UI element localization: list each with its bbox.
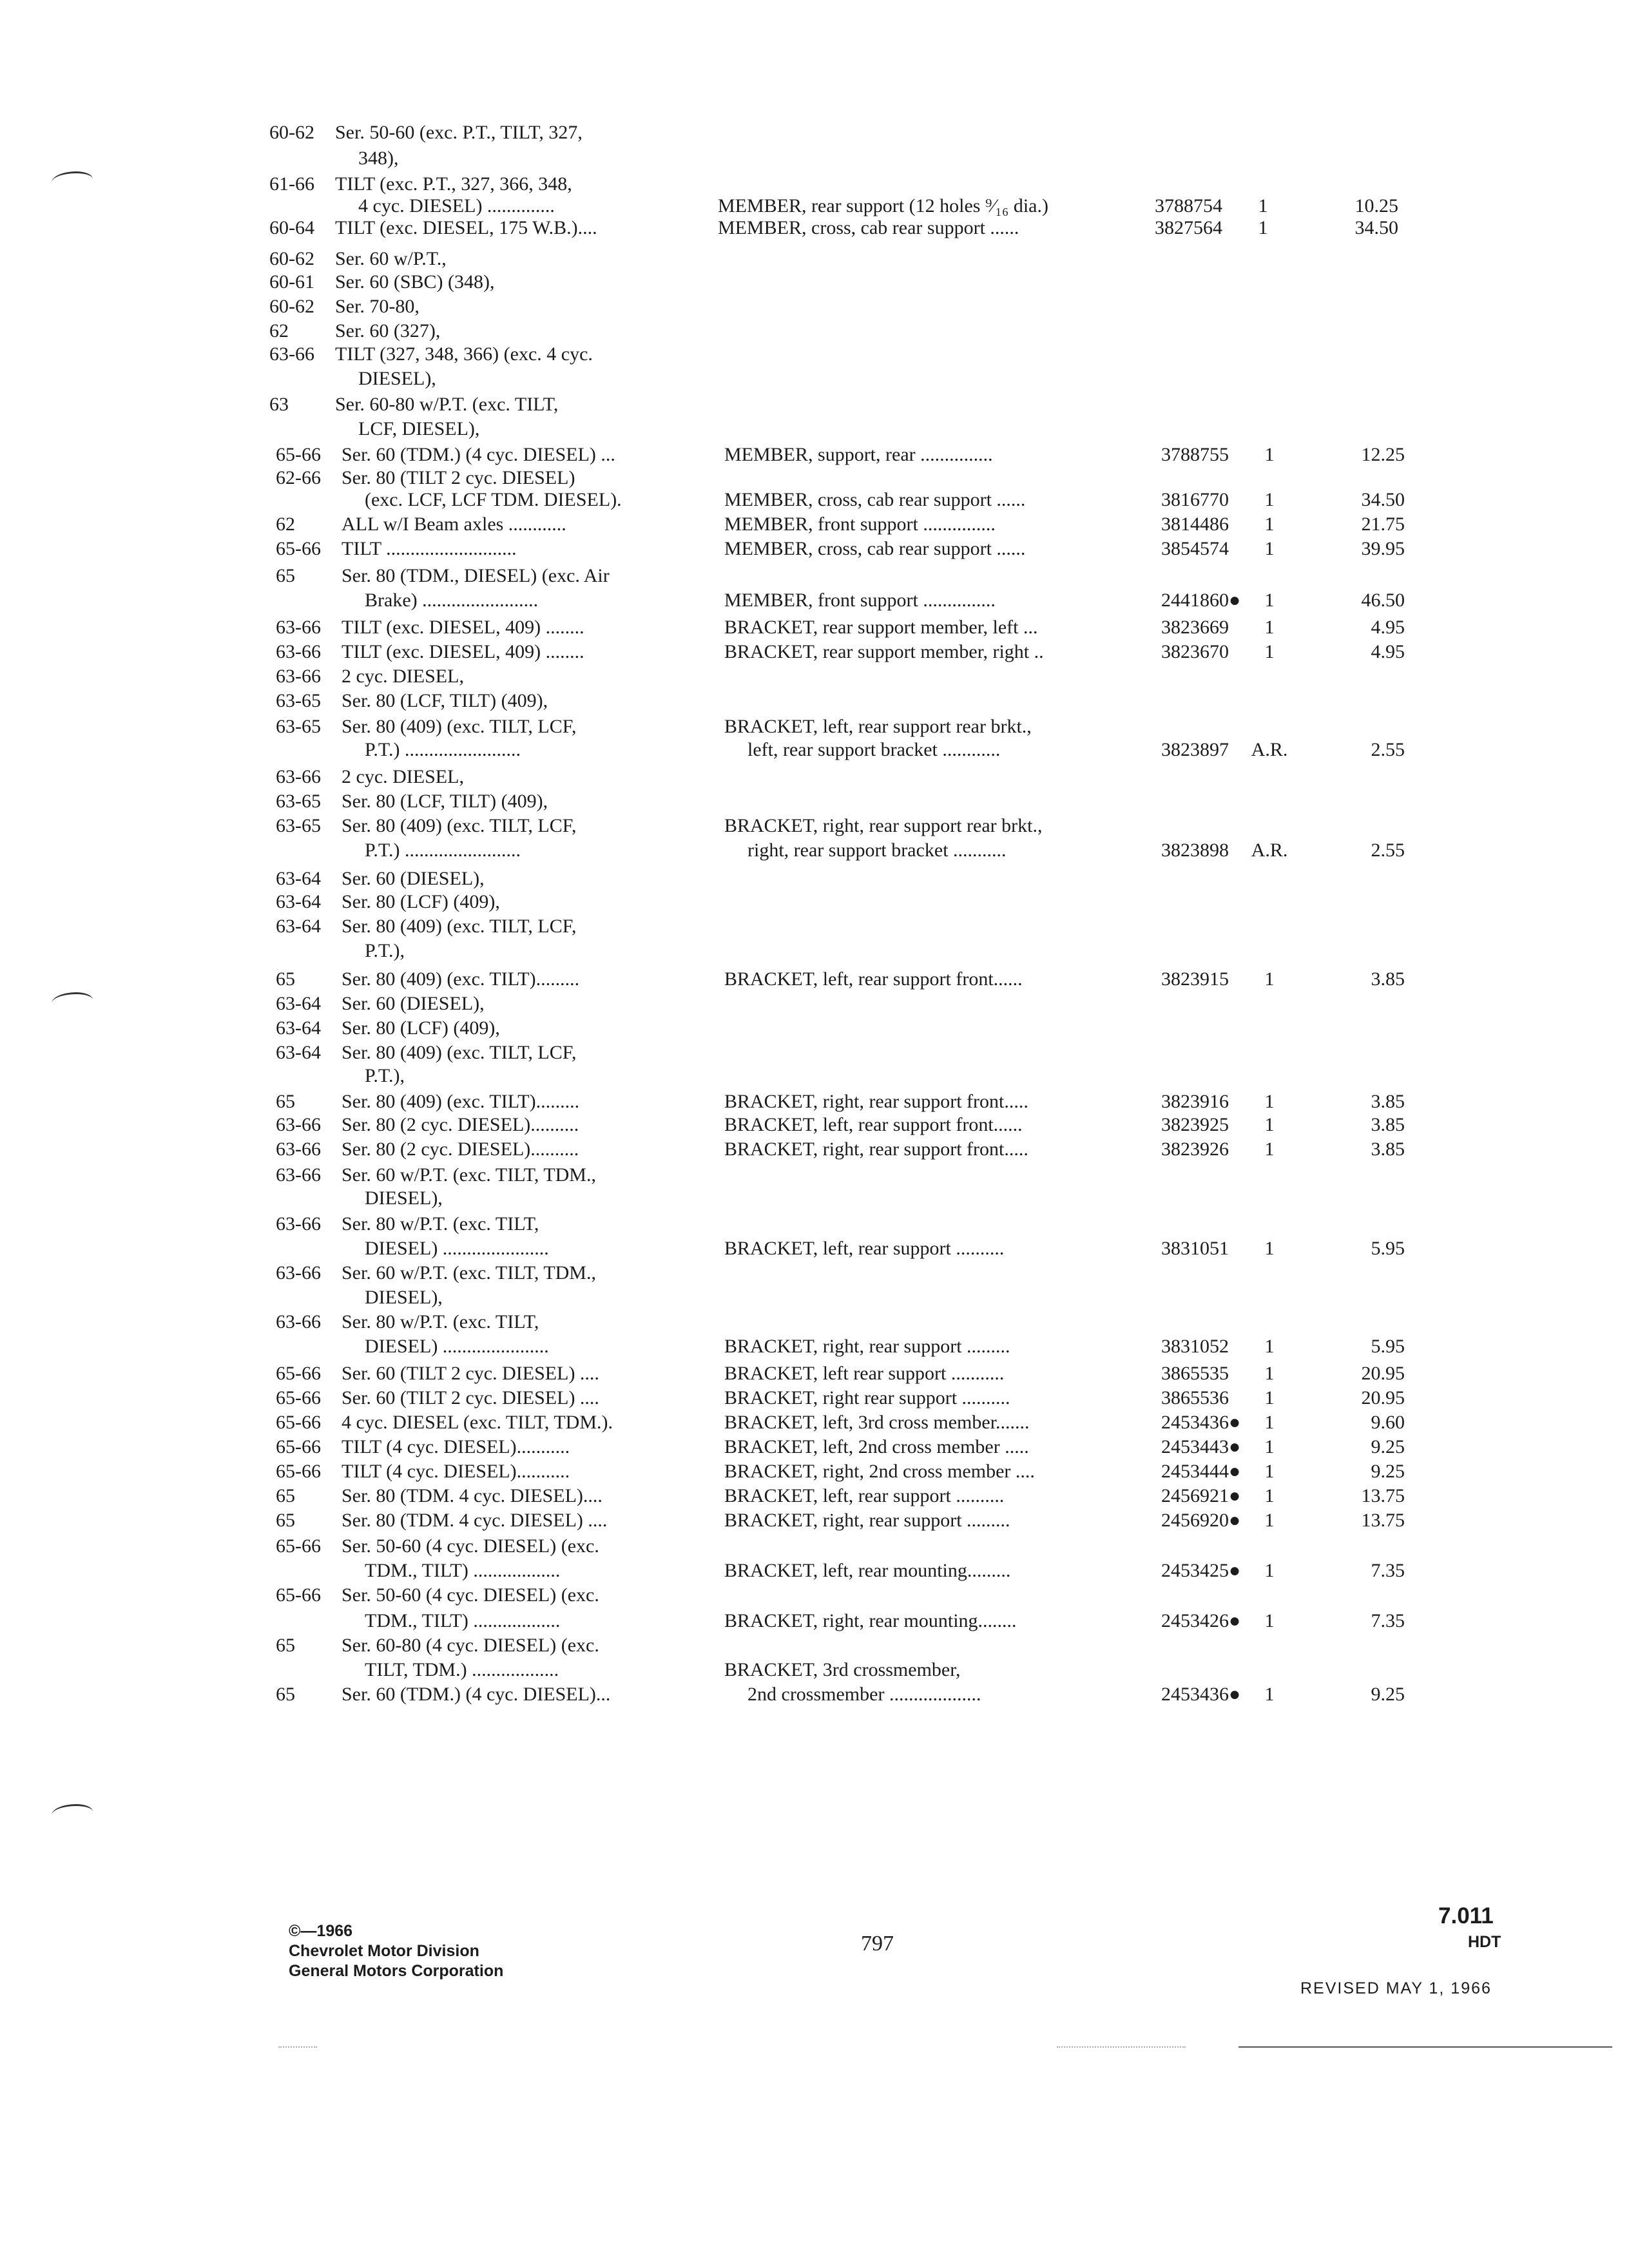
price: 9.60 (1371, 1412, 1405, 1433)
part-description: MEMBER, front support ............... (724, 590, 996, 611)
catalog-row (0, 416, 1629, 442)
model-year: 63-65 (276, 815, 321, 836)
catalog-row (0, 1533, 1629, 1559)
model-year: 63-65 (276, 690, 321, 711)
part-description: BRACKET, left, rear support rear brkt., (724, 716, 1032, 737)
part-number: 2453425● (1161, 1560, 1241, 1581)
part-number: 2441860● (1161, 590, 1241, 611)
part-number: 2453436● (1161, 1412, 1241, 1433)
quantity: 1 (1264, 1684, 1275, 1705)
catalog-row (0, 1434, 1629, 1460)
quantity: 1 (1264, 1510, 1275, 1531)
model-year: 65-66 (276, 538, 321, 559)
application: P.T.) ........................ (365, 840, 521, 861)
quantity: 1 (1264, 514, 1275, 535)
model-year: 65 (276, 1684, 295, 1705)
model-year: 62 (269, 320, 289, 341)
part-number: 3823925 (1161, 1114, 1229, 1135)
quantity: 1 (1264, 1436, 1275, 1457)
model-year: 63-66 (276, 617, 321, 638)
part-description: BRACKET, right, rear support front..... (724, 1139, 1028, 1160)
quantity: A.R. (1251, 840, 1288, 861)
part-number: 2456921● (1161, 1485, 1241, 1506)
model-year: 65 (276, 968, 295, 990)
application: Ser. 60 (DIESEL), (342, 868, 485, 889)
quantity: 1 (1264, 617, 1275, 638)
application: P.T.), (365, 940, 405, 961)
part-number: 3823898 (1161, 840, 1229, 861)
model-year: 63-64 (276, 916, 321, 937)
application: Ser. 60 (TDM.) (4 cyc. DIESEL)... (342, 1684, 611, 1705)
quantity: 1 (1258, 217, 1268, 238)
catalog-row (0, 341, 1629, 367)
part-number: 3814486 (1161, 514, 1229, 535)
part-description: BRACKET, right, rear support front..... (724, 1091, 1028, 1112)
catalog-row (0, 392, 1629, 418)
price: 34.50 (1354, 217, 1398, 238)
application: DIESEL) ...................... (365, 1238, 549, 1259)
quantity: 1 (1264, 968, 1275, 990)
model-year: 65-66 (276, 1584, 321, 1606)
model-year: 65-66 (276, 1363, 321, 1384)
application: TDM., TILT) .................. (365, 1560, 561, 1581)
catalog-row (0, 789, 1629, 814)
part-number: 3831052 (1161, 1336, 1229, 1357)
faint-rule (1057, 2046, 1186, 2048)
catalog-row (0, 838, 1629, 863)
catalog-row (0, 563, 1629, 589)
quantity: 1 (1264, 1387, 1275, 1408)
catalog-row (0, 813, 1629, 839)
catalog-row (0, 1236, 1629, 1262)
price: 5.95 (1371, 1336, 1405, 1357)
application: 2 cyc. DIESEL, (342, 666, 464, 687)
catalog-row (0, 512, 1629, 537)
part-description: MEMBER, support, rear ............... (724, 444, 993, 465)
application: Ser. 60 w/P.T., (335, 248, 447, 269)
application: Ser. 60 (TDM.) (4 cyc. DIESEL) ... (342, 444, 615, 465)
catalog-row (0, 966, 1629, 992)
part-description: BRACKET, right, rear support ......... (724, 1510, 1010, 1531)
model-year: 63-65 (276, 791, 321, 812)
quantity: 1 (1264, 1336, 1275, 1357)
price: 7.35 (1371, 1560, 1405, 1581)
application: Ser. 60 (SBC) (348), (335, 271, 495, 293)
part-description: MEMBER, cross, cab rear support ...... (718, 217, 1019, 238)
part-number: 3827564 (1155, 217, 1222, 238)
application: P.T.) ........................ (365, 739, 521, 760)
part-number: 3823926 (1161, 1139, 1229, 1160)
model-year: 60-62 (269, 248, 314, 269)
part-number: 3865536 (1161, 1387, 1229, 1408)
application: Ser. 50-60 (4 cyc. DIESEL) (exc. (342, 1535, 599, 1557)
division-line: Chevrolet Motor Division (289, 1942, 479, 1960)
model-year: 63-66 (276, 1311, 321, 1332)
application: TILT ........................... (342, 538, 517, 559)
application: Ser. 80 (TDM., DIESEL) (exc. Air (342, 565, 610, 586)
part-description: BRACKET, left, rear support front...... (724, 968, 1023, 990)
model-year: 63-64 (276, 1017, 321, 1039)
application: Ser. 80 (409) (exc. TILT, LCF, (342, 1042, 577, 1063)
catalog-row (0, 889, 1629, 915)
catalog-row (0, 1483, 1629, 1509)
catalog-row (0, 1633, 1629, 1658)
quantity: 1 (1264, 590, 1275, 611)
model-year: 60-61 (269, 271, 314, 293)
catalog-row (0, 1089, 1629, 1115)
price: 12.25 (1361, 444, 1405, 465)
price: 4.95 (1371, 641, 1405, 662)
quantity: 1 (1264, 1363, 1275, 1384)
model-year: 65 (276, 1485, 295, 1506)
application: Ser. 80 (409) (exc. TILT, LCF, (342, 815, 577, 836)
application: TILT (exc. DIESEL, 409) ........ (342, 641, 584, 662)
model-year: 63-65 (276, 716, 321, 737)
part-description: left, rear support bracket ............ (747, 739, 1001, 760)
catalog-row (0, 1558, 1629, 1584)
price: 21.75 (1361, 514, 1405, 535)
catalog-row (0, 215, 1629, 241)
part-number: 3831051 (1161, 1238, 1229, 1259)
part-description: MEMBER, cross, cab rear support ...... (724, 489, 1026, 510)
catalog-row (0, 991, 1629, 1017)
application: Ser. 70-80, (335, 296, 419, 317)
catalog-row (0, 1410, 1629, 1436)
catalog-row (0, 714, 1629, 740)
catalog-row (0, 764, 1629, 790)
application: Ser. 80 (409) (exc. TILT)......... (342, 1091, 580, 1112)
model-year: 63-64 (276, 868, 321, 889)
catalog-row (0, 1137, 1629, 1162)
catalog-row (0, 1260, 1629, 1286)
bottom-rule (1239, 2046, 1612, 2048)
model-year: 63-64 (276, 891, 321, 912)
application: DIESEL), (365, 1287, 443, 1308)
application: Ser. 60-80 w/P.T. (exc. TILT, (335, 394, 559, 415)
application: TILT (4 cyc. DIESEL)........... (342, 1461, 570, 1482)
application: TDM., TILT) .................. (365, 1610, 561, 1631)
application: Ser. 80 (LCF) (409), (342, 1017, 500, 1039)
application: Ser. 60 (TILT 2 cyc. DIESEL) .... (342, 1387, 599, 1408)
model-year: 65-66 (276, 1436, 321, 1457)
model-year: 65-66 (276, 1387, 321, 1408)
part-number: 2456920● (1161, 1510, 1241, 1531)
application: Ser. 80 (LCF, TILT) (409), (342, 791, 548, 812)
application: Ser. 50-60 (exc. P.T., TILT, 327, (335, 122, 583, 143)
catalog-row (0, 688, 1629, 714)
quantity: 1 (1264, 538, 1275, 559)
section-number: 7.011 (1438, 1903, 1494, 1928)
application: Ser. 80 (2 cyc. DIESEL).......... (342, 1139, 579, 1160)
application: Ser. 60 (DIESEL), (342, 993, 485, 1014)
part-description: BRACKET, right, rear support ......... (724, 1336, 1010, 1357)
catalog-row (0, 294, 1629, 320)
price: 13.75 (1361, 1485, 1405, 1506)
application: TILT, TDM.) .................. (365, 1659, 559, 1680)
revision-date: REVISED MAY 1, 1966 (1300, 1979, 1492, 1997)
catalog-row (0, 1309, 1629, 1335)
copyright-line: ©—1966 (289, 1922, 353, 1940)
quantity: A.R. (1251, 739, 1288, 760)
catalog-row (0, 1334, 1629, 1360)
catalog-row (0, 1582, 1629, 1608)
catalog-row (0, 1385, 1629, 1411)
price: 9.25 (1371, 1684, 1405, 1705)
model-year: 63-66 (276, 1139, 321, 1160)
quantity: 1 (1264, 1610, 1275, 1631)
part-description: BRACKET, rear support member, left ... (724, 617, 1038, 638)
application: 348), (358, 148, 399, 169)
price: 39.95 (1361, 538, 1405, 559)
quantity: 1 (1264, 641, 1275, 662)
part-description: BRACKET, left, rear support .......... (724, 1485, 1005, 1506)
model-year: 63-66 (276, 666, 321, 687)
application: Ser. 60 (TILT 2 cyc. DIESEL) .... (342, 1363, 599, 1384)
section-subtitle: HDT (1468, 1933, 1501, 1951)
catalog-row (0, 318, 1629, 344)
application: TILT (exc. DIESEL, 175 W.B.).... (335, 217, 597, 238)
part-description: 2nd crossmember ................... (747, 1684, 981, 1705)
application: Ser. 80 (TDM. 4 cyc. DIESEL) .... (342, 1510, 608, 1531)
application: 4 cyc. DIESEL) .............. (358, 195, 555, 216)
part-number: 2453426● (1161, 1610, 1241, 1631)
publisher-block (289, 1921, 503, 1981)
quantity: 1 (1264, 1139, 1275, 1160)
model-year: 60-64 (269, 217, 314, 238)
model-year: 65 (276, 565, 295, 586)
application: Ser. 80 (409) (exc. TILT, LCF, (342, 916, 577, 937)
application: Ser. 60 w/P.T. (exc. TILT, TDM., (342, 1164, 596, 1186)
corporation-line: General Motors Corporation (289, 1962, 504, 1980)
price: 3.85 (1371, 1091, 1405, 1112)
part-description: right, rear support bracket ........... (747, 840, 1007, 861)
catalog-row (0, 1040, 1629, 1066)
catalog-row (0, 737, 1629, 763)
catalog-row (0, 1682, 1629, 1707)
application: TILT (327, 348, 366) (exc. 4 cyc. (335, 343, 593, 365)
catalog-row (0, 120, 1629, 146)
price: 9.25 (1371, 1461, 1405, 1482)
application: Ser. 60 (327), (335, 320, 441, 341)
catalog-row (0, 269, 1629, 295)
part-description: MEMBER, rear support (12 holes ⁹⁄₁₆ dia.) (718, 195, 1048, 216)
part-description: BRACKET, left rear support ........... (724, 1363, 1005, 1384)
quantity: 1 (1264, 1485, 1275, 1506)
part-description: MEMBER, front support ............... (724, 514, 996, 535)
price: 10.25 (1354, 195, 1398, 216)
model-year: 63-66 (276, 641, 321, 662)
price: 3.85 (1371, 1139, 1405, 1160)
quantity: 1 (1264, 1412, 1275, 1433)
application: DIESEL), (365, 1187, 443, 1209)
model-year: 65-66 (276, 444, 321, 465)
catalog-row (0, 1508, 1629, 1533)
catalog-row (0, 938, 1629, 964)
model-year: 65 (276, 1091, 295, 1112)
application: Ser. 80 (409) (exc. TILT)......... (342, 968, 580, 990)
model-year: 61-66 (269, 173, 314, 195)
model-year: 65-66 (276, 1412, 321, 1433)
part-description: BRACKET, right rear support .......... (724, 1387, 1010, 1408)
part-number: 3823915 (1161, 968, 1229, 990)
application: TILT (4 cyc. DIESEL)........... (342, 1436, 570, 1457)
model-year: 63-66 (276, 1114, 321, 1135)
part-number: 3854574 (1161, 538, 1229, 559)
faint-rule (278, 2046, 317, 2048)
model-year: 63-66 (276, 766, 321, 787)
application: Ser. 50-60 (4 cyc. DIESEL) (exc. (342, 1584, 599, 1606)
quantity: 1 (1258, 195, 1268, 216)
price: 3.85 (1371, 968, 1405, 990)
part-description: BRACKET, left, 2nd cross member ..... (724, 1436, 1029, 1457)
catalog-row (0, 1657, 1629, 1683)
part-number: 3823670 (1161, 641, 1229, 662)
price: 3.85 (1371, 1114, 1405, 1135)
part-description: BRACKET, left, rear support .......... (724, 1238, 1005, 1259)
application: TILT (exc. P.T., 327, 366, 348, (335, 173, 572, 195)
catalog-row (0, 1063, 1629, 1089)
model-year: 65-66 (276, 1461, 321, 1482)
application: TILT (exc. DIESEL, 409) ........ (342, 617, 584, 638)
catalog-row (0, 1015, 1629, 1041)
part-description: MEMBER, cross, cab rear support ...... (724, 538, 1026, 559)
model-year: 65-66 (276, 1535, 321, 1557)
catalog-row (0, 246, 1629, 272)
price: 2.55 (1371, 840, 1405, 861)
quantity: 1 (1264, 444, 1275, 465)
part-number: 2453443● (1161, 1436, 1241, 1457)
application: LCF, DIESEL), (358, 418, 480, 439)
model-year: 62-66 (276, 467, 321, 488)
quantity: 1 (1264, 489, 1275, 510)
catalog-row (0, 1112, 1629, 1138)
price: 20.95 (1361, 1387, 1405, 1408)
price: 20.95 (1361, 1363, 1405, 1384)
catalog-row (0, 639, 1629, 665)
price: 5.95 (1371, 1238, 1405, 1259)
part-number: 3816770 (1161, 489, 1229, 510)
catalog-row (0, 1162, 1629, 1188)
part-description: BRACKET, right, rear mounting........ (724, 1610, 1017, 1631)
catalog-row (0, 146, 1629, 171)
price: 4.95 (1371, 617, 1405, 638)
catalog-row (0, 664, 1629, 689)
price: 9.25 (1371, 1436, 1405, 1457)
price: 7.35 (1371, 1610, 1405, 1631)
quantity: 1 (1264, 1114, 1275, 1135)
quantity: 1 (1264, 1560, 1275, 1581)
model-year: 63-64 (276, 993, 321, 1014)
application: Ser. 80 (LCF) (409), (342, 891, 500, 912)
quantity: 1 (1264, 1461, 1275, 1482)
quantity: 1 (1264, 1091, 1275, 1112)
application: DIESEL), (358, 368, 436, 389)
model-year: 65 (276, 1510, 295, 1531)
application: Ser. 80 (409) (exc. TILT, LCF, (342, 716, 577, 737)
part-number: 3788754 (1155, 195, 1222, 216)
catalog-row (0, 487, 1629, 513)
catalog-row (0, 588, 1629, 613)
model-year: 63-66 (269, 343, 314, 365)
model-year: 63-64 (276, 1042, 321, 1063)
model-year: 60-62 (269, 122, 314, 143)
scan-artifact-mark (52, 1804, 93, 1823)
model-year: 63-66 (276, 1213, 321, 1235)
application: Ser. 80 (2 cyc. DIESEL).......... (342, 1114, 579, 1135)
price: 2.55 (1371, 739, 1405, 760)
part-description: BRACKET, 3rd crossmember, (724, 1659, 961, 1680)
catalog-row (0, 1211, 1629, 1237)
model-year: 63 (269, 394, 289, 415)
application: Ser. 80 w/P.T. (exc. TILT, (342, 1311, 539, 1332)
application: 2 cyc. DIESEL, (342, 766, 464, 787)
model-year: 63-66 (276, 1164, 321, 1186)
part-number: 3823669 (1161, 617, 1229, 638)
application: Ser. 60-80 (4 cyc. DIESEL) (exc. (342, 1635, 599, 1656)
quantity: 1 (1264, 1238, 1275, 1259)
catalog-row (0, 366, 1629, 392)
application: Ser. 80 (TILT 2 cyc. DIESEL) (342, 467, 575, 488)
model-year: 60-62 (269, 296, 314, 317)
catalog-row (0, 914, 1629, 939)
application: Ser. 80 w/P.T. (exc. TILT, (342, 1213, 539, 1235)
price: 13.75 (1361, 1510, 1405, 1531)
catalog-row (0, 615, 1629, 640)
application: Ser. 80 (LCF, TILT) (409), (342, 690, 548, 711)
part-description: BRACKET, left, rear support front...... (724, 1114, 1023, 1135)
application: Brake) ........................ (365, 590, 539, 611)
part-number: 3823916 (1161, 1091, 1229, 1112)
model-year: 63-66 (276, 1262, 321, 1283)
application: ALL w/I Beam axles ............ (342, 514, 566, 535)
part-number: 3823897 (1161, 739, 1229, 760)
part-description: BRACKET, right, 2nd cross member .... (724, 1461, 1035, 1482)
catalog-row (0, 1361, 1629, 1387)
part-number: 3865535 (1161, 1363, 1229, 1384)
catalog-row (0, 1459, 1629, 1485)
catalog-row (0, 442, 1629, 468)
application: (exc. LCF, LCF TDM. DIESEL). (365, 489, 622, 510)
application: 4 cyc. DIESEL (exc. TILT, TDM.). (342, 1412, 613, 1433)
catalog-row (0, 536, 1629, 562)
part-number: 3788755 (1161, 444, 1229, 465)
part-description: BRACKET, rear support member, right .. (724, 641, 1044, 662)
part-description: BRACKET, left, 3rd cross member....... (724, 1412, 1030, 1433)
part-description: BRACKET, left, rear mounting......... (724, 1560, 1011, 1581)
part-number: 2453436● (1161, 1684, 1241, 1705)
price: 46.50 (1361, 590, 1405, 611)
page-number: 797 (861, 1932, 894, 1956)
application: Ser. 80 (TDM. 4 cyc. DIESEL).... (342, 1485, 602, 1506)
part-description: BRACKET, right, rear support rear brkt., (724, 815, 1043, 836)
application: P.T.), (365, 1065, 405, 1086)
model-year: 65 (276, 1635, 295, 1656)
application: DIESEL) ...................... (365, 1336, 549, 1357)
catalog-row (0, 1186, 1629, 1211)
catalog-row (0, 866, 1629, 892)
application: Ser. 60 w/P.T. (exc. TILT, TDM., (342, 1262, 596, 1283)
price: 34.50 (1361, 489, 1405, 510)
model-year: 62 (276, 514, 295, 535)
catalog-row (0, 1608, 1629, 1634)
catalog-row (0, 1285, 1629, 1311)
part-number: 2453444● (1161, 1461, 1241, 1482)
